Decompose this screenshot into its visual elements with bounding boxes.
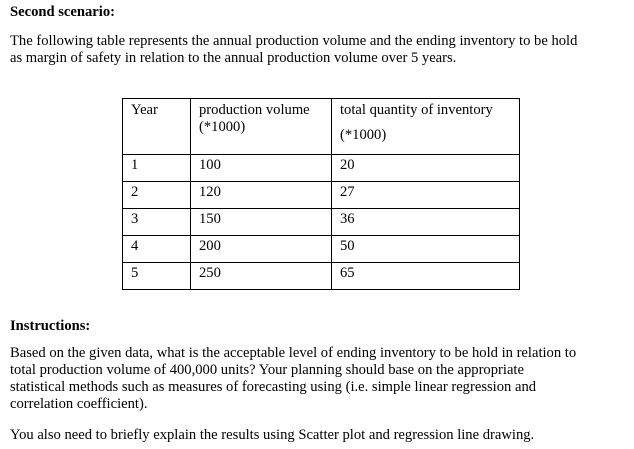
instructions-line: You also need to briefly explain the results using Scatter plot and regression line drawing. [10, 427, 535, 443]
header-inventory-label: total quantity of inventory [340, 102, 493, 118]
instructions-line: Based on the given data, what is the acceptable level of ending inventory to be hold in relation to [10, 345, 577, 361]
intro-paragraph [10, 33, 634, 67]
cell-production-volume: 250 [191, 263, 332, 290]
table-row [123, 155, 520, 182]
scenario-heading: Second scenario: [10, 4, 115, 20]
table-row [123, 263, 520, 290]
header-production-volume [191, 99, 332, 155]
header-year [123, 99, 191, 155]
header-production-volume-label: production volume [199, 102, 310, 118]
cell-inventory: 36 [332, 209, 520, 236]
cell-year: 1 [123, 155, 191, 182]
cell-year: 5 [123, 263, 191, 290]
instructions-line: statistical methods such as measures of forecasting using (i.e. simple linear regression and [10, 379, 537, 395]
header-year-label: Year [131, 102, 158, 118]
cell-production-volume: 200 [191, 236, 332, 263]
cell-production-volume: 150 [191, 209, 332, 236]
cell-inventory: 65 [332, 263, 520, 290]
cell-inventory: 27 [332, 182, 520, 209]
instructions-line: total production volume of 400,000 units? Your planning should base on the appropriate [10, 362, 524, 378]
cell-year: 2 [123, 182, 191, 209]
table-header-row [123, 99, 520, 155]
instructions-paragraph-1 [10, 345, 634, 413]
instructions-paragraph-2 [10, 427, 634, 444]
instructions-line: correlation coefficient). [10, 396, 148, 412]
header-inventory [332, 99, 520, 155]
cell-inventory: 20 [332, 155, 520, 182]
table-row [123, 209, 520, 236]
cell-production-volume: 100 [191, 155, 332, 182]
cell-year: 3 [123, 209, 191, 236]
production-inventory-table [122, 98, 520, 290]
table-row [123, 236, 520, 263]
intro-line: as margin of safety in relation to the annual production volume over 5 years. [10, 50, 457, 66]
cell-production-volume: 120 [191, 182, 332, 209]
header-production-volume-unit: (*1000) [199, 119, 246, 135]
instructions-heading: Instructions: [10, 318, 91, 334]
intro-line: The following table represents the annual production volume and the ending inventory to be hold [10, 33, 578, 49]
table-row [123, 182, 520, 209]
cell-inventory: 50 [332, 236, 520, 263]
header-inventory-unit: (*1000) [340, 127, 387, 143]
cell-year: 4 [123, 236, 191, 263]
